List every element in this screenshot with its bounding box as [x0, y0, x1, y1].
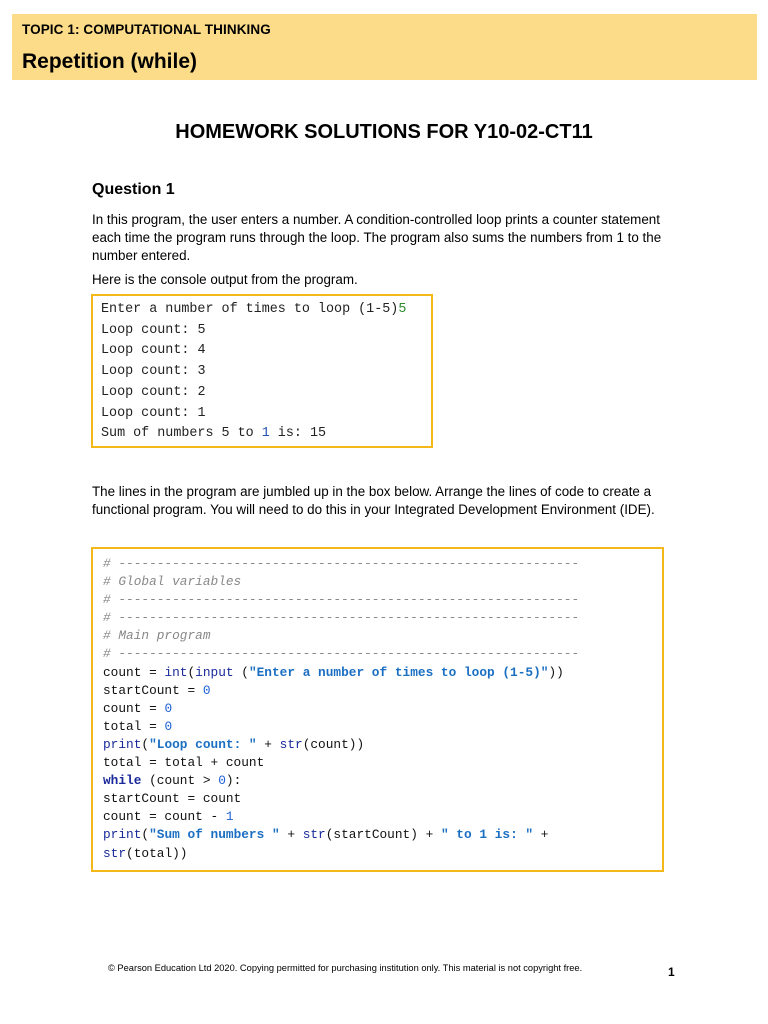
- code-token: str: [279, 736, 303, 752]
- code-line: [103, 555, 662, 573]
- code-line: [103, 790, 662, 808]
- console-output-box: [91, 294, 433, 448]
- code-token: (: [141, 827, 150, 843]
- loop-count-label: Loop count:: [101, 343, 198, 359]
- code-token: (total)): [126, 845, 188, 861]
- console-loop-line: [101, 341, 431, 362]
- code-token: "Loop count: ": [149, 736, 257, 752]
- jumbled-code-box: [91, 547, 664, 872]
- code-token: " to 1 is: ": [440, 827, 534, 843]
- code-line: [103, 700, 662, 718]
- code-token: "Sum of numbers ": [149, 827, 280, 843]
- page-title: HOMEWORK SOLUTIONS FOR Y10-02-CT11: [175, 121, 593, 143]
- code-line: [103, 736, 662, 754]
- code-line: [103, 609, 662, 627]
- loop-count-value: 1: [197, 405, 206, 421]
- console-sum-line: [101, 424, 431, 445]
- code-token: str: [103, 845, 127, 861]
- code-token: +: [279, 827, 303, 843]
- code-token: +: [533, 827, 549, 843]
- code-token: )): [548, 664, 564, 680]
- console-user-input: 5: [398, 302, 407, 317]
- code-token: # ------------------------------------------------------------: [103, 592, 580, 608]
- code-line: [103, 754, 662, 772]
- question-intro: In this program, the user enters a number. A condition-controlled loop prints a counter statement each time the program runs through the loop. The program also sums the numbers from 1 to the number entered.: [92, 212, 662, 263]
- loop-count-value: 2: [197, 384, 206, 400]
- code-token: int: [164, 664, 188, 680]
- console-prompt: Enter a number of times to loop (1-5): [101, 302, 399, 317]
- code-token: total = total + count: [103, 755, 265, 771]
- code-line: [103, 808, 662, 826]
- code-line: [103, 573, 662, 591]
- copyright-footer: © Pearson Education Ltd 2020. Copying permitted for purchasing institution only. This material is not copyright free.: [108, 963, 583, 973]
- code-line: [103, 664, 662, 682]
- code-token: startCount =: [103, 682, 203, 698]
- code-token: # ------------------------------------------------------------: [103, 610, 580, 626]
- code-token: # Main program: [103, 628, 211, 644]
- code-token: 0: [218, 773, 226, 789]
- code-token: 0: [164, 700, 173, 716]
- code-token: # ------------------------------------------------------------: [103, 646, 580, 662]
- code-line: [103, 845, 662, 863]
- loop-count-label: Loop count:: [101, 384, 198, 400]
- code-token: print: [103, 827, 142, 843]
- sum-text-end: is: 15: [269, 426, 327, 442]
- code-line: [103, 772, 662, 790]
- page-number: 1: [668, 965, 675, 979]
- code-token: (: [233, 664, 249, 680]
- code-token: str: [302, 827, 326, 843]
- code-token: # ------------------------------------------------------------: [103, 556, 580, 571]
- code-line: [103, 627, 662, 645]
- lesson-title: Repetition (while): [22, 50, 197, 73]
- loop-count-label: Loop count:: [101, 322, 198, 338]
- code-line: [103, 591, 662, 609]
- code-token: 0: [202, 682, 211, 698]
- code-token: (startCount) +: [325, 827, 441, 843]
- sum-text-number: 1: [261, 426, 270, 442]
- sum-text-start: Sum of numbers 5 to: [101, 426, 262, 442]
- code-token: (count)): [302, 736, 365, 752]
- code-token: input: [195, 664, 234, 680]
- topic-banner: [12, 14, 757, 80]
- code-token: ):: [225, 773, 242, 789]
- code-line: [103, 682, 662, 700]
- topic-label: TOPIC 1: COMPUTATIONAL THINKING: [22, 22, 271, 37]
- console-loop-line: [101, 362, 431, 383]
- console-loop-line: [101, 404, 431, 425]
- code-token: (: [141, 736, 150, 752]
- code-token: print: [103, 736, 142, 752]
- code-token: total =: [103, 718, 165, 734]
- code-token: count =: [103, 664, 165, 680]
- code-token: (count >: [141, 773, 219, 789]
- code-line: [103, 645, 662, 663]
- loop-count-lines: [101, 321, 431, 425]
- code-token: count =: [103, 700, 165, 716]
- code-token: (: [187, 664, 196, 680]
- code-token: # Global variables: [103, 574, 242, 590]
- loop-count-label: Loop count:: [101, 364, 198, 380]
- code-token: 1: [225, 809, 234, 825]
- code-line: [103, 826, 662, 844]
- code-token: 0: [164, 718, 173, 734]
- loop-count-value: 3: [197, 364, 206, 380]
- code-token: while: [103, 773, 142, 789]
- loop-count-value: 5: [197, 322, 206, 338]
- console-loop-line: [101, 321, 431, 342]
- code-token: "Enter a number of times to loop (1-5)": [248, 664, 549, 680]
- loop-count-value: 4: [197, 343, 206, 359]
- code-line: [103, 718, 662, 736]
- code-token: startCount = count: [103, 791, 242, 807]
- loop-count-label: Loop count:: [101, 405, 198, 421]
- console-loop-line: [101, 383, 431, 404]
- console-prompt-line: [101, 300, 431, 321]
- console-intro: Here is the console output from the program.: [92, 272, 358, 287]
- instruction-text: The lines in the program are jumbled up in the box below. Arrange the lines of code to create a functional program. You will need to do this in your Integrated Development Environment (IDE).: [92, 484, 655, 517]
- code-token: count = count -: [103, 809, 226, 825]
- question-heading: Question 1: [92, 181, 175, 198]
- code-token: +: [256, 736, 280, 752]
